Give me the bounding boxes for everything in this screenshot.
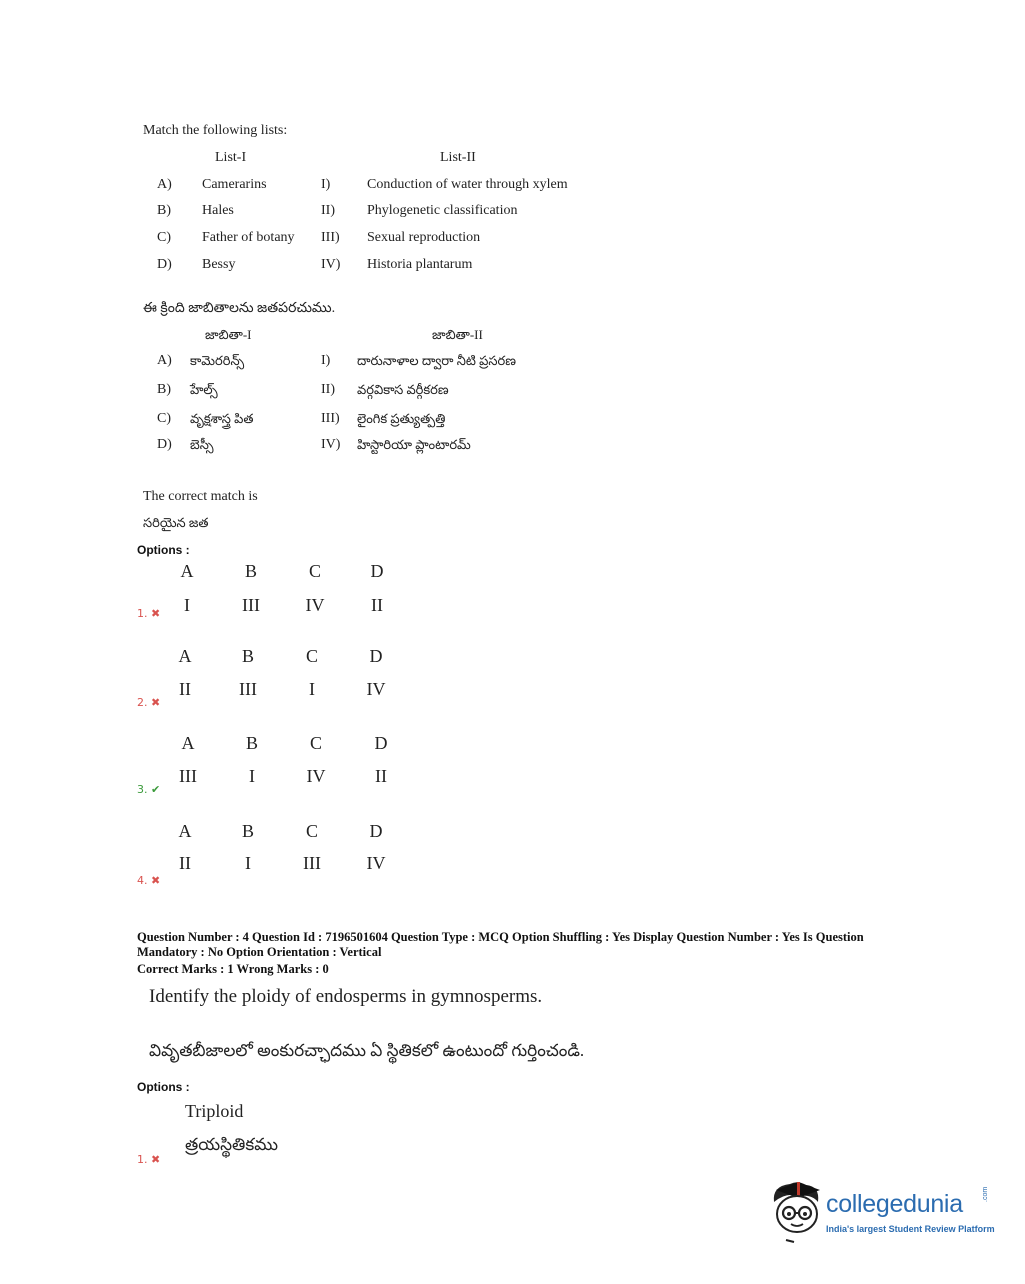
row-item: Hales (202, 203, 234, 218)
question-text-te: వివృతబీజాలలో అంకురచ్ఛాదము ఏ స్థితికలో ఉంటుందో గుర్తించండి. (149, 1041, 585, 1060)
grid-header: A (180, 561, 194, 581)
list2-header: List-II (440, 150, 476, 165)
row-match: Sexual reproduction (367, 230, 481, 245)
grid-value: IV (366, 853, 386, 873)
row-letter: C) (157, 230, 171, 245)
grid-value: III (303, 853, 321, 873)
grid-header: A (181, 733, 195, 753)
grid-value: IV (306, 766, 326, 786)
options-label: Options : (137, 543, 190, 557)
row-match: హిస్టారియా ప్లాంటారమ్ (357, 437, 471, 452)
row-roman: II) (321, 203, 335, 218)
options-label: Options : (137, 1080, 190, 1094)
row-letter: D) (157, 437, 172, 452)
row-match: వర్గవికాస వర్గీకరణ (357, 382, 449, 397)
question-marks: Correct Marks : 1 Wrong Marks : 0 (137, 962, 329, 976)
grid-value: I (309, 679, 315, 699)
row-match: Conduction of water through xylem (367, 177, 568, 192)
row-letter: C) (157, 411, 171, 426)
grid-header: C (308, 561, 322, 581)
grid-value: IV (305, 595, 325, 615)
row-roman: I) (321, 177, 331, 192)
option-text-en: Triploid (185, 1101, 244, 1121)
grid-value: III (179, 766, 197, 786)
grid-header: B (244, 561, 258, 581)
row-letter: B) (157, 382, 171, 397)
mascot-icon (768, 1180, 826, 1244)
grid-header: C (305, 646, 319, 666)
row-item: కామెరరిన్స్ (190, 353, 245, 368)
row-match: Phylogenetic classification (367, 203, 518, 218)
row-item: Bessy (202, 257, 236, 272)
row-letter: D) (157, 257, 172, 272)
grid-value: IV (366, 679, 386, 699)
grid-header: C (309, 733, 323, 753)
correct-match-en: The correct match is (143, 489, 258, 504)
check-icon: ✔ (151, 783, 161, 796)
cross-icon: ✖ (151, 1153, 161, 1166)
grid-value: II (371, 595, 383, 615)
option-number: 1. ✖ (137, 607, 161, 620)
cross-icon: ✖ (151, 607, 161, 620)
cross-icon: ✖ (151, 696, 161, 709)
grid-header: D (369, 821, 383, 841)
logo-suffix: .com (982, 1186, 989, 1202)
grid-header: A (178, 821, 192, 841)
logo-name: collegedunia (826, 1190, 963, 1218)
grid-value: II (179, 853, 191, 873)
grid-header: B (241, 646, 255, 666)
row-item: వృక్షశాస్త్ర పిత (190, 411, 254, 426)
correct-match-te: సరియైన జత (143, 515, 209, 530)
list2-header-te: జాబితా-II (432, 327, 483, 342)
row-roman: III) (321, 411, 340, 426)
option-text-te: త్రయస్థితికము (185, 1135, 279, 1154)
logo-tagline: India's largest Student Review Platform (826, 1224, 995, 1234)
row-roman: IV) (321, 437, 341, 452)
row-roman: IV) (321, 257, 341, 272)
option-number: 1. ✖ (137, 1153, 161, 1166)
grid-header: A (178, 646, 192, 666)
grid-header: D (370, 561, 384, 581)
grid-value: II (179, 679, 191, 699)
grid-header: B (241, 821, 255, 841)
row-item: Father of botany (202, 230, 295, 245)
row-item: హేల్స్ (190, 382, 218, 397)
grid-value: I (249, 766, 255, 786)
row-roman: III) (321, 230, 340, 245)
row-item: Camerarins (202, 177, 267, 192)
row-roman: II) (321, 382, 335, 397)
row-item: బెస్సీ (190, 437, 214, 452)
grid-value: III (239, 679, 257, 699)
grid-header: D (369, 646, 383, 666)
row-match: Historia plantarum (367, 257, 473, 272)
grid-value: II (375, 766, 387, 786)
row-match: లైంగిక ప్రత్యుత్పత్తి (357, 411, 446, 426)
list1-header: List-I (215, 150, 247, 165)
grid-header: C (305, 821, 319, 841)
row-letter: B) (157, 203, 171, 218)
match-intro-te: ఈ క్రింది జాబితాలను జతపరచుము. (143, 301, 336, 316)
grid-value: I (184, 595, 190, 615)
option-number: 3. ✔ (137, 783, 161, 796)
row-roman: I) (321, 353, 331, 368)
row-match: దారునాళాల ద్వారా నీటి ప్రసరణ (357, 353, 516, 368)
option-number: 2. ✖ (137, 696, 161, 709)
question-meta-line1: Question Number : 4 Question Id : 7196501604 Question Type : MCQ Option Shuffling : Yes Display Question Number : Yes Is Question (137, 930, 864, 944)
question-text-en: Identify the ploidy of endosperms in gymnosperms. (149, 986, 543, 1007)
row-letter: A) (157, 177, 172, 192)
list1-header-te: జాబితా-I (205, 327, 252, 342)
row-letter: A) (157, 353, 172, 368)
grid-header: D (374, 733, 388, 753)
cross-icon: ✖ (151, 874, 161, 887)
question-meta-line2: Mandatory : No Option Orientation : Vertical (137, 945, 382, 959)
option-number: 4. ✖ (137, 874, 161, 887)
collegedunia-logo[interactable] (768, 1180, 998, 1250)
match-intro-en: Match the following lists: (143, 123, 288, 138)
grid-header: B (245, 733, 259, 753)
grid-value: I (245, 853, 251, 873)
grid-value: III (242, 595, 260, 615)
